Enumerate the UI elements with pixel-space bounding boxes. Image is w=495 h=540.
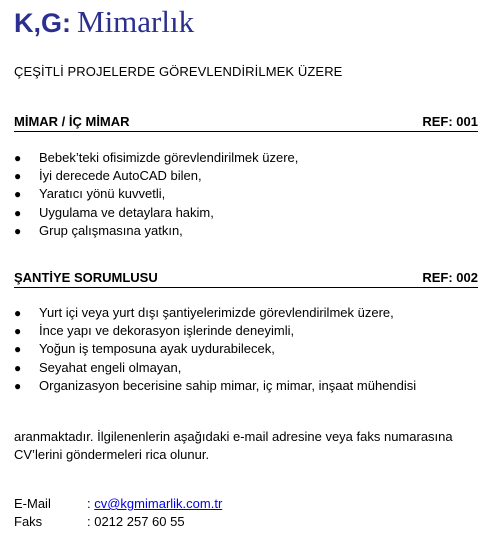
- email-link[interactable]: cv@kgmimarlik.com.tr: [94, 496, 223, 511]
- bullet-icon: ●: [14, 360, 22, 375]
- fax-number: : 0212 257 60 55: [87, 514, 185, 529]
- company-logo: [14, 6, 194, 37]
- job-ref: REF: 001: [422, 114, 478, 129]
- bullet-icon: ●: [14, 324, 22, 339]
- requirement-text: Bebek’teki ofisimizde görevlendirilmek üzere,: [39, 150, 299, 165]
- contact-email-row: [14, 495, 222, 513]
- job-header-architect: [14, 114, 478, 132]
- job-title: ŞANTİYE SORUMLUSU: [14, 270, 158, 285]
- list-item: [14, 149, 298, 167]
- requirement-text: Seyahat engeli olmayan,: [39, 359, 182, 375]
- list-item: [14, 322, 416, 340]
- contact-fax-row: [14, 513, 185, 531]
- list-item: [14, 377, 416, 395]
- requirement-text: Organizasyon becerisine sahip mimar, iç mimar, inşaat mühendisi: [39, 377, 417, 393]
- bullet-icon: ●: [14, 187, 22, 202]
- list-item: [14, 222, 298, 240]
- list-item: [14, 185, 298, 203]
- job-header-site-supervisor: [14, 270, 478, 288]
- closing-paragraph: aranmaktadır. İlgilenenlerin aşağıdaki e-mail adresine veya faks numarasına CV’lerini göndermeleri rica olunur.: [14, 429, 453, 462]
- bullet-icon: ●: [14, 169, 22, 184]
- list-item: [14, 340, 416, 358]
- requirement-text: Yaratıcı yönü kuvvetli,: [39, 186, 166, 202]
- requirement-text: Yurt içi veya yurt dışı şantiyelerimizde görevlendirilmek üzere,: [39, 305, 394, 320]
- bullet-icon: ●: [14, 223, 22, 238]
- bullet-icon: ●: [14, 342, 22, 357]
- requirement-text: Grup çalışmasına yatkın,: [39, 222, 183, 238]
- email-label: E-Mail: [14, 496, 51, 511]
- requirement-text: İyi derecede AutoCAD bilen,: [39, 168, 202, 184]
- requirements-list-architect: [14, 149, 298, 240]
- fax-label: Faks: [14, 514, 43, 529]
- list-item: [14, 167, 298, 185]
- list-item: [14, 204, 298, 222]
- bullet-icon: ●: [14, 151, 22, 165]
- requirements-list-site-supervisor: [14, 304, 416, 395]
- list-item: [14, 359, 416, 377]
- logo-company-name: Mimarlık: [77, 4, 195, 39]
- intro-heading: ÇEŞİTLİ PROJELERDE GÖREVLENDİRİLMEK ÜZERE: [14, 64, 343, 79]
- requirement-text: Uygulama ve detaylara hakim,: [39, 204, 214, 220]
- bullet-icon: ●: [14, 205, 22, 220]
- email-separator: :: [87, 496, 95, 511]
- job-ref: REF: 002: [422, 270, 478, 285]
- requirement-text: İnce yapı ve dekorasyon işlerinde deneyimli,: [39, 323, 295, 339]
- list-item: [14, 304, 416, 322]
- requirement-text: Yoğun iş temposuna ayak uydurabilecek,: [39, 341, 275, 357]
- logo-brand-mark: K,G:: [14, 8, 71, 38]
- job-title: MİMAR / İÇ MİMAR: [14, 114, 130, 129]
- bullet-icon: ●: [14, 306, 22, 320]
- bullet-icon: ●: [14, 378, 22, 393]
